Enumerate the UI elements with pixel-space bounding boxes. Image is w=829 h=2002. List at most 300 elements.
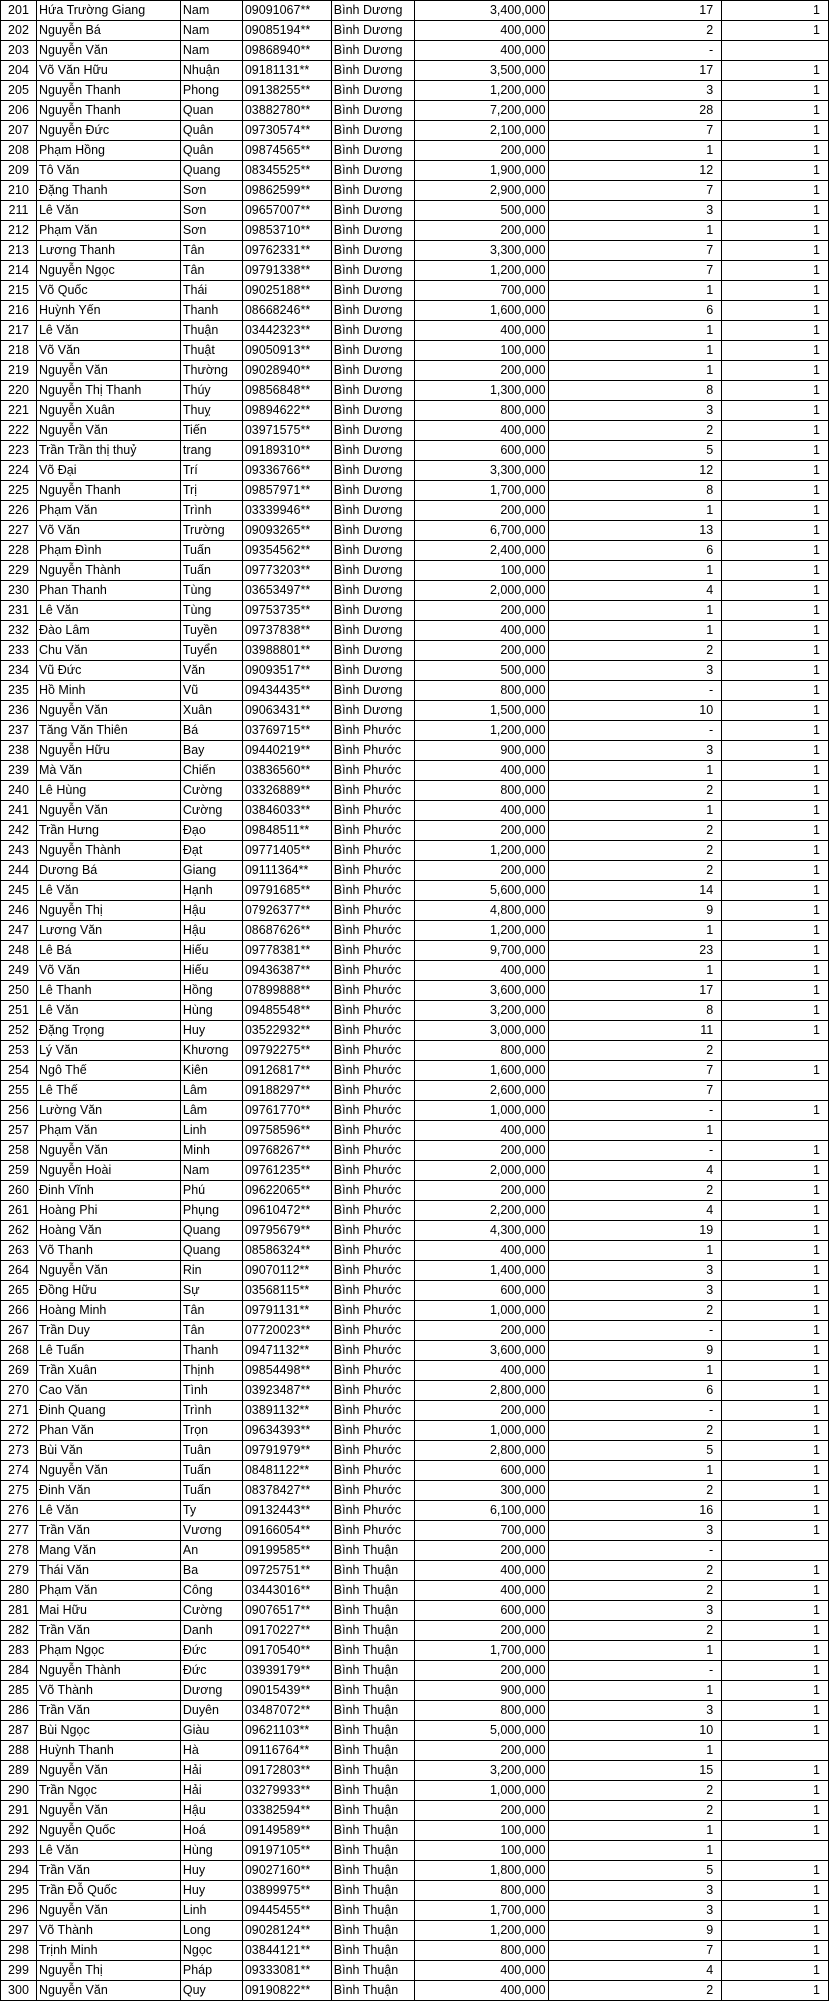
flag-cell: 1 <box>722 761 829 781</box>
amount-cell: 400,000 <box>414 41 548 61</box>
count-cell: 4 <box>548 1161 722 1181</box>
first-name-cell: An <box>180 1541 242 1561</box>
last-middle-name-cell: Thái Văn <box>36 1561 180 1581</box>
last-middle-name-cell: Nguyễn Văn <box>36 1261 180 1281</box>
count-cell: 2 <box>548 861 722 881</box>
flag-cell: 1 <box>722 501 829 521</box>
last-middle-name-cell: Nguyễn Văn <box>36 421 180 441</box>
row-number-cell: 208 <box>1 141 37 161</box>
phone-cell: 07899888** <box>242 981 331 1001</box>
flag-cell: 1 <box>722 201 829 221</box>
province-cell: Bình Phước <box>331 1441 414 1461</box>
phone-cell: 09725751** <box>242 1561 331 1581</box>
flag-cell: 1 <box>722 901 829 921</box>
flag-cell: 1 <box>722 541 829 561</box>
table-row <box>1 261 829 281</box>
first-name-cell: Huy <box>180 1881 242 1901</box>
table-row <box>1 1601 829 1621</box>
flag-cell: 1 <box>722 441 829 461</box>
last-middle-name-cell: Hoàng Phi <box>36 1201 180 1221</box>
count-cell: 3 <box>548 1901 722 1921</box>
count-cell: 5 <box>548 1861 722 1881</box>
first-name-cell: Giàu <box>180 1721 242 1741</box>
phone-cell: 09181131** <box>242 61 331 81</box>
phone-cell: 03487072** <box>242 1701 331 1721</box>
phone-cell: 09170540** <box>242 1641 331 1661</box>
province-cell: Bình Thuận <box>331 1881 414 1901</box>
amount-cell: 200,000 <box>414 861 548 881</box>
amount-cell: 400,000 <box>414 961 548 981</box>
first-name-cell: Hùng <box>180 1841 242 1861</box>
table-row <box>1 1661 829 1681</box>
phone-cell: 09170227** <box>242 1621 331 1641</box>
count-cell: 8 <box>548 381 722 401</box>
count-cell: 3 <box>548 1281 722 1301</box>
table-row <box>1 501 829 521</box>
first-name-cell: Hoá <box>180 1821 242 1841</box>
first-name-cell: Vương <box>180 1521 242 1541</box>
amount-cell: 200,000 <box>414 1181 548 1201</box>
row-number-cell: 293 <box>1 1841 37 1861</box>
amount-cell: 400,000 <box>414 1581 548 1601</box>
phone-cell: 09166054** <box>242 1521 331 1541</box>
count-cell: 8 <box>548 481 722 501</box>
row-number-cell: 298 <box>1 1941 37 1961</box>
amount-cell: 400,000 <box>414 1241 548 1261</box>
first-name-cell: Tân <box>180 1321 242 1341</box>
last-middle-name-cell: Nguyễn Thành <box>36 1661 180 1681</box>
flag-cell: 1 <box>722 1021 829 1041</box>
count-cell: 2 <box>548 1621 722 1641</box>
last-middle-name-cell: Đặng Thanh <box>36 181 180 201</box>
first-name-cell: Thanh <box>180 301 242 321</box>
first-name-cell: Lâm <box>180 1081 242 1101</box>
table-row <box>1 1241 829 1261</box>
first-name-cell: Hùng <box>180 1001 242 1021</box>
amount-cell: 2,900,000 <box>414 181 548 201</box>
flag-cell: 1 <box>722 701 829 721</box>
row-number-cell: 206 <box>1 101 37 121</box>
table-row <box>1 1201 829 1221</box>
row-number-cell: 256 <box>1 1101 37 1121</box>
count-cell: 1 <box>548 361 722 381</box>
flag-cell: 1 <box>722 1 829 21</box>
table-row <box>1 901 829 921</box>
table-row <box>1 1481 829 1501</box>
count-cell: 1 <box>548 321 722 341</box>
phone-cell: 09621103** <box>242 1721 331 1741</box>
table-row <box>1 1141 829 1161</box>
row-number-cell: 271 <box>1 1401 37 1421</box>
amount-cell: 400,000 <box>414 1121 548 1141</box>
table-row <box>1 1421 829 1441</box>
row-number-cell: 213 <box>1 241 37 261</box>
phone-cell: 09753735** <box>242 601 331 621</box>
phone-cell: 09854498** <box>242 1361 331 1381</box>
table-row <box>1 841 829 861</box>
flag-cell: 1 <box>722 321 829 341</box>
table-row <box>1 1641 829 1661</box>
first-name-cell: Phụng <box>180 1201 242 1221</box>
first-name-cell: Hậu <box>180 921 242 941</box>
flag-cell: 1 <box>722 601 829 621</box>
flag-cell: 1 <box>722 1441 829 1461</box>
count-cell: 1 <box>548 1681 722 1701</box>
province-cell: Bình Thuận <box>331 1961 414 1981</box>
amount-cell: 500,000 <box>414 661 548 681</box>
count-cell: - <box>548 1101 722 1121</box>
flag-cell: 1 <box>722 1801 829 1821</box>
row-number-cell: 266 <box>1 1301 37 1321</box>
last-middle-name-cell: Lê Văn <box>36 321 180 341</box>
count-cell: 7 <box>548 261 722 281</box>
flag-cell: 1 <box>722 881 829 901</box>
count-cell: 13 <box>548 521 722 541</box>
phone-cell: 09848511** <box>242 821 331 841</box>
first-name-cell: Long <box>180 1921 242 1941</box>
province-cell: Bình Phước <box>331 1121 414 1141</box>
first-name-cell: Tuấn <box>180 541 242 561</box>
province-cell: Bình Phước <box>331 941 414 961</box>
province-cell: Bình Dương <box>331 21 414 41</box>
amount-cell: 1,200,000 <box>414 921 548 941</box>
province-cell: Bình Phước <box>331 1061 414 1081</box>
amount-cell: 3,300,000 <box>414 461 548 481</box>
flag-cell: 1 <box>722 1201 829 1221</box>
table-row <box>1 1461 829 1481</box>
phone-cell: 09737838** <box>242 621 331 641</box>
amount-cell: 100,000 <box>414 561 548 581</box>
province-cell: Bình Dương <box>331 321 414 341</box>
last-middle-name-cell: Võ Thành <box>36 1681 180 1701</box>
province-cell: Bình Phước <box>331 1461 414 1481</box>
amount-cell: 1,000,000 <box>414 1101 548 1121</box>
count-cell: 17 <box>548 1 722 21</box>
row-number-cell: 246 <box>1 901 37 921</box>
first-name-cell: Tuân <box>180 1441 242 1461</box>
phone-cell: 09622065** <box>242 1181 331 1201</box>
row-number-cell: 273 <box>1 1441 37 1461</box>
last-middle-name-cell: Lê Văn <box>36 1001 180 1021</box>
count-cell: 3 <box>548 1261 722 1281</box>
phone-cell: 09354562** <box>242 541 331 561</box>
last-middle-name-cell: Đồng Hữu <box>36 1281 180 1301</box>
row-number-cell: 282 <box>1 1621 37 1641</box>
table-row <box>1 1881 829 1901</box>
first-name-cell: Ba <box>180 1561 242 1581</box>
last-middle-name-cell: Phạm Ngọc <box>36 1641 180 1661</box>
row-number-cell: 249 <box>1 961 37 981</box>
row-number-cell: 247 <box>1 921 37 941</box>
row-number-cell: 258 <box>1 1141 37 1161</box>
count-cell: 17 <box>548 61 722 81</box>
table-row <box>1 1521 829 1541</box>
amount-cell: 200,000 <box>414 501 548 521</box>
first-name-cell: Công <box>180 1581 242 1601</box>
table-row <box>1 561 829 581</box>
table-row <box>1 861 829 881</box>
phone-cell: 03971575** <box>242 421 331 441</box>
phone-cell: 03653497** <box>242 581 331 601</box>
last-middle-name-cell: Đào Lâm <box>36 621 180 641</box>
amount-cell: 1,600,000 <box>414 1061 548 1081</box>
flag-cell <box>722 1041 829 1061</box>
phone-cell: 09197105** <box>242 1841 331 1861</box>
first-name-cell: Linh <box>180 1901 242 1921</box>
province-cell: Bình Dương <box>331 461 414 481</box>
first-name-cell: Vũ <box>180 681 242 701</box>
table-row <box>1 101 829 121</box>
row-number-cell: 238 <box>1 741 37 761</box>
province-cell: Bình Phước <box>331 1041 414 1061</box>
row-number-cell: 297 <box>1 1921 37 1941</box>
phone-cell: 09188297** <box>242 1081 331 1101</box>
count-cell: 1 <box>548 561 722 581</box>
count-cell: 3 <box>548 1521 722 1541</box>
table-row <box>1 1321 829 1341</box>
flag-cell: 1 <box>722 1001 829 1021</box>
flag-cell: 1 <box>722 161 829 181</box>
row-number-cell: 281 <box>1 1601 37 1621</box>
first-name-cell: Tuấn <box>180 1461 242 1481</box>
row-number-cell: 251 <box>1 1001 37 1021</box>
province-cell: Bình Dương <box>331 621 414 641</box>
row-number-cell: 216 <box>1 301 37 321</box>
count-cell: 4 <box>548 1201 722 1221</box>
last-middle-name-cell: Trần Duy <box>36 1321 180 1341</box>
row-number-cell: 296 <box>1 1901 37 1921</box>
flag-cell: 1 <box>722 1561 829 1581</box>
flag-cell: 1 <box>722 661 829 681</box>
row-number-cell: 219 <box>1 361 37 381</box>
table-row <box>1 161 829 181</box>
row-number-cell: 268 <box>1 1341 37 1361</box>
flag-cell: 1 <box>722 1621 829 1641</box>
last-middle-name-cell: Hứa Trường Giang <box>36 1 180 21</box>
last-middle-name-cell: Phạm Hồng <box>36 141 180 161</box>
count-cell: 23 <box>548 941 722 961</box>
last-middle-name-cell: Lương Thanh <box>36 241 180 261</box>
flag-cell: 1 <box>722 361 829 381</box>
amount-cell: 400,000 <box>414 1961 548 1981</box>
amount-cell: 200,000 <box>414 1321 548 1341</box>
last-middle-name-cell: Nguyễn Hoài <box>36 1161 180 1181</box>
row-number-cell: 230 <box>1 581 37 601</box>
flag-cell: 1 <box>722 81 829 101</box>
first-name-cell: Trị <box>180 481 242 501</box>
last-middle-name-cell: Trần Hưng <box>36 821 180 841</box>
first-name-cell: Tùng <box>180 601 242 621</box>
flag-cell: 1 <box>722 1601 829 1621</box>
flag-cell <box>722 1841 829 1861</box>
phone-cell: 09791338** <box>242 261 331 281</box>
amount-cell: 200,000 <box>414 141 548 161</box>
first-name-cell: Thuận <box>180 321 242 341</box>
table-row <box>1 81 829 101</box>
first-name-cell: Huy <box>180 1861 242 1881</box>
first-name-cell: Sơn <box>180 181 242 201</box>
first-name-cell: Tân <box>180 261 242 281</box>
phone-cell: 03522932** <box>242 1021 331 1041</box>
amount-cell: 2,000,000 <box>414 1161 548 1181</box>
amount-cell: 800,000 <box>414 781 548 801</box>
last-middle-name-cell: Nguyễn Hữu <box>36 741 180 761</box>
last-middle-name-cell: Nguyễn Văn <box>36 1981 180 2001</box>
amount-cell: 800,000 <box>414 1881 548 1901</box>
amount-cell: 400,000 <box>414 1561 548 1581</box>
phone-cell: 09126817** <box>242 1061 331 1081</box>
row-number-cell: 254 <box>1 1061 37 1081</box>
last-middle-name-cell: Nguyễn Thị Thanh <box>36 381 180 401</box>
table-row <box>1 801 829 821</box>
province-cell: Bình Thuận <box>331 1941 414 1961</box>
row-number-cell: 290 <box>1 1781 37 1801</box>
last-middle-name-cell: Trần Ngọc <box>36 1781 180 1801</box>
first-name-cell: Quang <box>180 1241 242 1261</box>
count-cell: 3 <box>548 1601 722 1621</box>
flag-cell: 1 <box>722 1281 829 1301</box>
last-middle-name-cell: Phạm Văn <box>36 221 180 241</box>
count-cell: 9 <box>548 1341 722 1361</box>
amount-cell: 800,000 <box>414 681 548 701</box>
table-row <box>1 521 829 541</box>
amount-cell: 400,000 <box>414 621 548 641</box>
amount-cell: 4,800,000 <box>414 901 548 921</box>
row-number-cell: 225 <box>1 481 37 501</box>
last-middle-name-cell: Nguyễn Văn <box>36 801 180 821</box>
flag-cell: 1 <box>722 381 829 401</box>
count-cell: - <box>548 681 722 701</box>
row-number-cell: 231 <box>1 601 37 621</box>
province-cell: Bình Phước <box>331 881 414 901</box>
table-row <box>1 981 829 1001</box>
phone-cell: 03882780** <box>242 101 331 121</box>
count-cell: 3 <box>548 741 722 761</box>
flag-cell <box>722 1541 829 1561</box>
row-number-cell: 294 <box>1 1861 37 1881</box>
row-number-cell: 204 <box>1 61 37 81</box>
row-number-cell: 257 <box>1 1121 37 1141</box>
last-middle-name-cell: Nguyễn Đức <box>36 121 180 141</box>
phone-cell: 03339946** <box>242 501 331 521</box>
last-middle-name-cell: Lường Văn <box>36 1101 180 1121</box>
province-cell: Bình Dương <box>331 521 414 541</box>
table-row <box>1 381 829 401</box>
first-name-cell: Tuyển <box>180 641 242 661</box>
first-name-cell: Thanh <box>180 1341 242 1361</box>
count-cell: 1 <box>548 1641 722 1661</box>
count-cell: 1 <box>548 921 722 941</box>
flag-cell: 1 <box>722 341 829 361</box>
phone-cell: 09025188** <box>242 281 331 301</box>
flag-cell: 1 <box>722 401 829 421</box>
last-middle-name-cell: Nguyễn Văn <box>36 1141 180 1161</box>
flag-cell: 1 <box>722 241 829 261</box>
amount-cell: 2,800,000 <box>414 1441 548 1461</box>
province-cell: Bình Phước <box>331 861 414 881</box>
last-middle-name-cell: Huỳnh Yến <box>36 301 180 321</box>
last-middle-name-cell: Nguyễn Văn <box>36 701 180 721</box>
amount-cell: 900,000 <box>414 1681 548 1701</box>
count-cell: 2 <box>548 1481 722 1501</box>
first-name-cell: Duyên <box>180 1701 242 1721</box>
last-middle-name-cell: Lý Văn <box>36 1041 180 1061</box>
province-cell: Bình Thuận <box>331 1921 414 1941</box>
first-name-cell: Quy <box>180 1981 242 2001</box>
row-number-cell: 284 <box>1 1661 37 1681</box>
table-row <box>1 1781 829 1801</box>
first-name-cell: Pháp <box>180 1961 242 1981</box>
phone-cell: 03568115** <box>242 1281 331 1301</box>
flag-cell: 1 <box>722 141 829 161</box>
count-cell: 12 <box>548 161 722 181</box>
last-middle-name-cell: Lê Văn <box>36 201 180 221</box>
table-row <box>1 1761 829 1781</box>
count-cell: 2 <box>548 1981 722 2001</box>
phone-cell: 09093265** <box>242 521 331 541</box>
province-cell: Bình Thuận <box>331 1841 414 1861</box>
flag-cell: 1 <box>722 1721 829 1741</box>
table-row <box>1 61 829 81</box>
province-cell: Bình Dương <box>331 281 414 301</box>
amount-cell: 1,200,000 <box>414 721 548 741</box>
first-name-cell: Tuyền <box>180 621 242 641</box>
amount-cell: 600,000 <box>414 1461 548 1481</box>
table-row <box>1 961 829 981</box>
flag-cell: 1 <box>722 1421 829 1441</box>
row-number-cell: 269 <box>1 1361 37 1381</box>
last-middle-name-cell: Lê Tuấn <box>36 1341 180 1361</box>
flag-cell: 1 <box>722 1521 829 1541</box>
table-row <box>1 181 829 201</box>
province-cell: Bình Phước <box>331 741 414 761</box>
province-cell: Bình Phước <box>331 1281 414 1301</box>
last-middle-name-cell: Võ Đại <box>36 461 180 481</box>
first-name-cell: Trình <box>180 1401 242 1421</box>
amount-cell: 100,000 <box>414 341 548 361</box>
row-number-cell: 214 <box>1 261 37 281</box>
last-middle-name-cell: Đinh Quang <box>36 1401 180 1421</box>
phone-cell: 09199585** <box>242 1541 331 1561</box>
last-middle-name-cell: Lê Bá <box>36 941 180 961</box>
first-name-cell: Bá <box>180 721 242 741</box>
phone-cell: 09093517** <box>242 661 331 681</box>
flag-cell <box>722 1741 829 1761</box>
last-middle-name-cell: Lê Văn <box>36 601 180 621</box>
province-cell: Bình Dương <box>331 221 414 241</box>
amount-cell: 400,000 <box>414 761 548 781</box>
count-cell: 19 <box>548 1221 722 1241</box>
last-middle-name-cell: Ngô Thế <box>36 1061 180 1081</box>
province-cell: Bình Phước <box>331 801 414 821</box>
table-row <box>1 141 829 161</box>
province-cell: Bình Dương <box>331 561 414 581</box>
phone-cell: 03846033** <box>242 801 331 821</box>
flag-cell: 1 <box>722 561 829 581</box>
flag-cell: 1 <box>722 581 829 601</box>
amount-cell: 200,000 <box>414 821 548 841</box>
amount-cell: 3,200,000 <box>414 1761 548 1781</box>
last-middle-name-cell: Nguyễn Thanh <box>36 101 180 121</box>
province-cell: Bình Thuận <box>331 1621 414 1641</box>
row-number-cell: 259 <box>1 1161 37 1181</box>
last-middle-name-cell: Lê Thế <box>36 1081 180 1101</box>
row-number-cell: 250 <box>1 981 37 1001</box>
province-cell: Bình Thuận <box>331 1861 414 1881</box>
phone-cell: 09758596** <box>242 1121 331 1141</box>
count-cell: 2 <box>548 1421 722 1441</box>
province-cell: Bình Phước <box>331 1301 414 1321</box>
